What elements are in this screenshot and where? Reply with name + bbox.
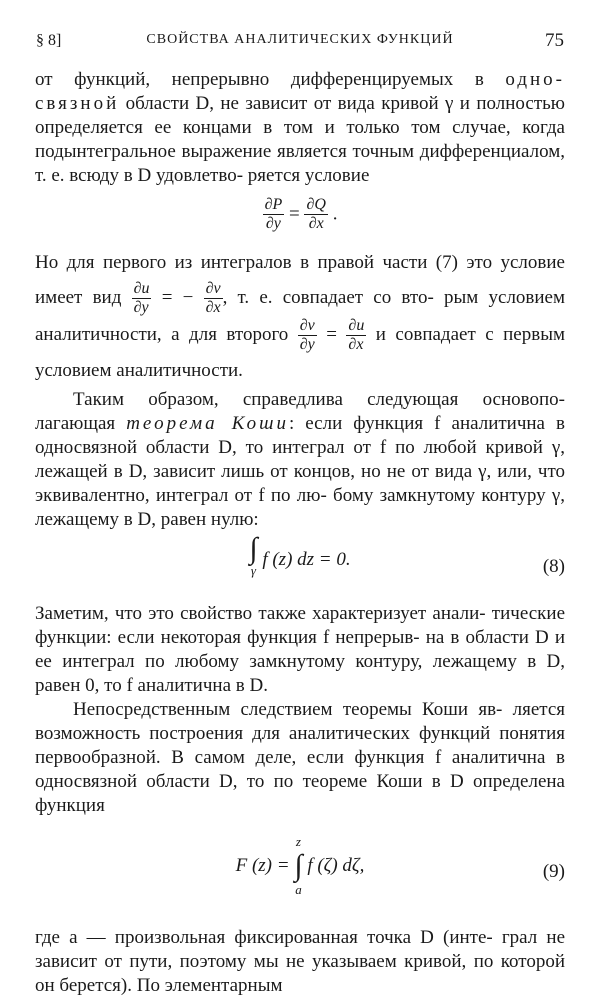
equation-8-cauchy-theorem: ∫ γ f (z) dz = 0. (8)	[249, 532, 565, 578]
fraction-dQ-dx: $\frac{\partial Q}{\partial x}$	[306, 196, 326, 232]
paragraph-4: Заметим, что это свойство также характеризует анали- тические функции: если некоторая функция f непрерыв- на в области D и ее интеграл по любому замкнутому контуру, лежащему в D, равен 0, то f аналитична в D.	[35, 603, 565, 696]
fraction-dP-dy: $\frac{\partial P}{\partial y}$	[264, 196, 283, 232]
equation-9-antiderivative: F (z) = z ∫ a f (ζ) dζ, (9)	[235, 834, 565, 897]
paragraph-1: от функций, непрерывно дифференцируемых в одно- связной области D, не зависит от вида кривой γ и полностью определяется ее концами в том и только том случае, когда подынтегральное выражение является точным дифференциалом, т. е. всюду в D удовлетво- ряется условие	[35, 69, 565, 186]
equation-cauchy-riemann-condition: $\frac{\partial P}{\partial y}$ = $\frac{\partial Q}{\partial x}$ .	[264, 196, 338, 232]
equation-number-8: (8)	[542, 556, 565, 577]
paragraph-2: Но для первого из интегралов в правой части (7) это условие имеет вид $\frac{\partial u}{\partial y}$ = − $\frac{\partial v}{\partial x}$ , т. е. совпадает со вто- рым условием аналитичности, а для второго $\frac{\partial v}{\partial y}$ = $\frac{\partial u}{\partial x}$ и совпадает с первым условием аналитичности.	[35, 252, 566, 381]
paragraph-5: Непосредственным следствием теоремы Коши яв- ляется возможность построения для аналитических функций понятия первообразной. В самом деле, если функция f аналитична в односвязной области D, то по теореме Коши в D определена функция	[35, 699, 565, 816]
section-number: § 8]	[36, 32, 62, 49]
page-number: 75	[545, 30, 564, 51]
paragraph-6: где a — произвольная фиксированная точка D (инте- грал не зависит от пути, поэтому мы не указываем кривой, по которой он берется). По элементарным	[35, 927, 565, 996]
page-body	[35, 68, 565, 998]
running-header	[36, 30, 564, 56]
equation-number-9: (9)	[542, 861, 565, 882]
chapter-title: СВОЙСТВА АНАЛИТИЧЕСКИХ ФУНКЦИЙ	[146, 32, 454, 47]
paragraph-3: Таким образом, справедлива следующая основопо- лагающая теорема Коши: если функция f аналитична в односвязной области D, то интеграл от f по любой кривой γ, лежащей в D, зависит лишь от концов, но не от вида γ, или, что эквивалентно, интеграл от f по лю- бому замкнутому контуру γ, лежащему в D, равен нулю:	[35, 389, 565, 530]
